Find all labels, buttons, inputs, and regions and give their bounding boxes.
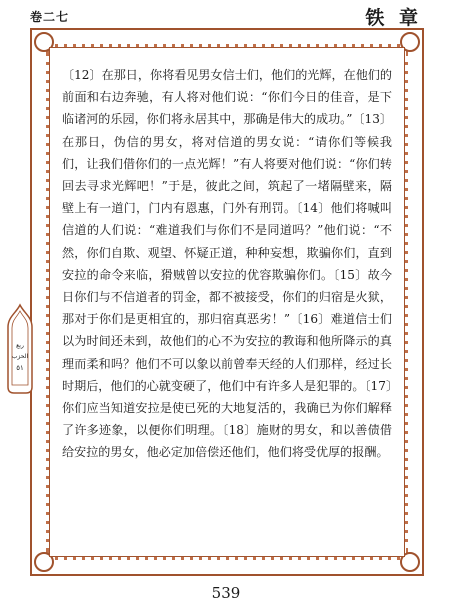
- page-number: 539: [211, 584, 241, 602]
- marker-label-quarter: ربع: [16, 342, 24, 349]
- hizb-marker-icon: [2, 303, 38, 398]
- chapter-title: 铁 章: [365, 7, 422, 29]
- marker-label-hizb: الحزب: [11, 353, 29, 360]
- chapter-number: 卷二七: [30, 10, 70, 24]
- scripture-text: 〔12〕在那日，你将看见男女信士们，他们的光辉，在他们的前面和右边奔驰，有人将对他们说：“你们今日的佳音，是下临诸河的乐园，你们将永居其中，那确是伟大的成功。”〔13〕在那日，伪信的男女，将对信道的男女说：“请你们等候我们，让我们借你们的一点光辉！”有人将要对他们说：“你们转回去寻求光辉吧！”于是，彼此之间，筑起了一堵隔壁来，隔壁上有一道门，门内有恩惠，门外有刑罚。〔14〕他们将喊叫信道的人们说：“难道我们与你们不是同道吗？”他们说：“不然，你们自欺、观望、怀疑正道，种种妄想，欺骗你们，直到安拉的命令来临，猾贼曾以安拉的优容欺骗你们。〔15〕故今日你们与不信道者的罚金，都不被接受，你们的归宿是火狱，那对于你们是更相宜的，那归宿真恶劣！”〔16〕难道信士们以为时间还未到，故他们的心不为安拉的教诲和他所降示的真理而柔和吗？他们不可以象以前曾奉天经的人们那样，经过长时期后，他们的心就变硬了，他们中有许多人是犯罪的。〔17〕你们应当知道安拉是使已死的大地复活的，我确已为你们解释了许多迹象，以便你们明理。〔18〕施财的男女，和以善债借给安拉的男女，他必定加倍偿还他们，他们将受优厚的报酬。: [62, 68, 392, 460]
- marker-label-number: ٥١: [16, 364, 24, 372]
